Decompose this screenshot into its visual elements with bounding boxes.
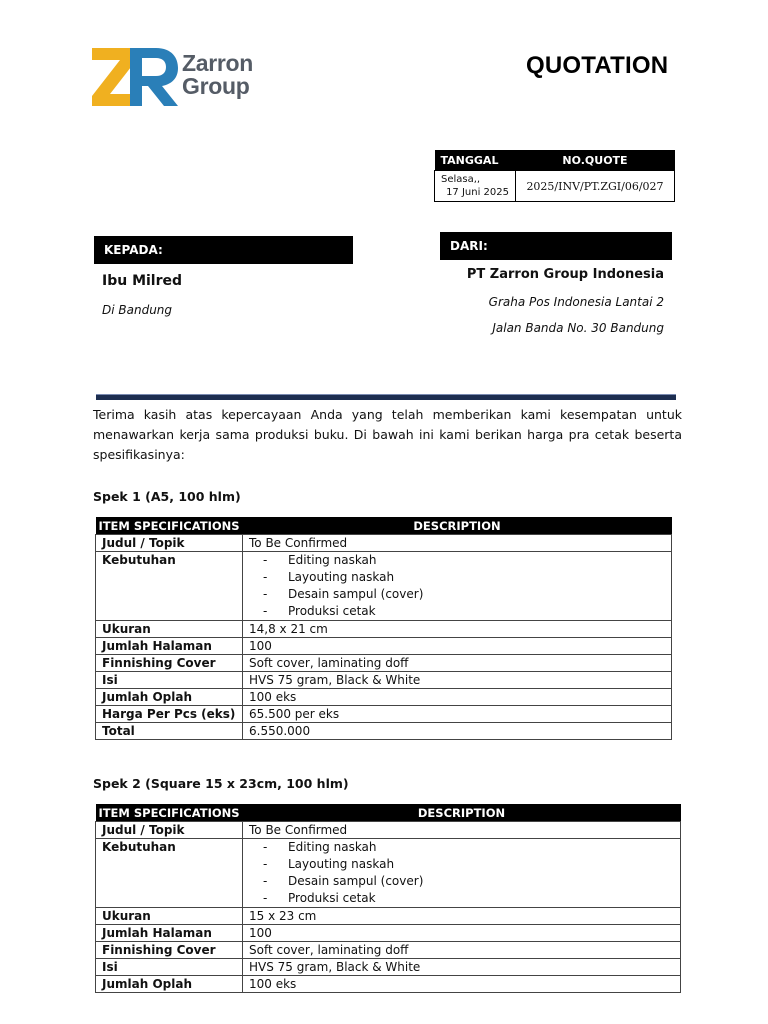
spec-row <box>96 822 681 839</box>
spec-value: To Be Confirmed <box>243 822 681 839</box>
requirement-text: Produksi cetak <box>288 604 376 618</box>
spec-label: Finnishing Cover <box>96 942 243 959</box>
requirement-item <box>263 569 665 586</box>
logo-wordmark <box>182 52 253 98</box>
bullet-dash: - <box>263 553 268 567</box>
spec-label: Isi <box>96 672 243 689</box>
requirement-text: Produksi cetak <box>288 891 376 905</box>
spec-row <box>96 706 672 723</box>
spec-row <box>96 655 672 672</box>
spec-label: Ukuran <box>96 621 243 638</box>
spec-value: Soft cover, laminating doff <box>243 655 672 672</box>
spec1-description-header: DESCRIPTION <box>243 517 672 535</box>
requirement-text: Editing naskah <box>288 553 377 567</box>
document-title: QUOTATION <box>526 52 669 79</box>
bullet-dash: - <box>263 570 268 584</box>
spec-label: Isi <box>96 959 243 976</box>
spec2-table <box>95 804 681 993</box>
spec-row <box>96 925 681 942</box>
intro-paragraph: Terima kasih atas kepercayaan Anda yang telah memberikan kami kesempatan untuk menawarkan kerja sama produksi buku. Di bawah ini kami berikan harga pra cetak beserta spesifikasinya: <box>93 407 682 462</box>
spec-label: Jumlah Oplah <box>96 976 243 993</box>
bullet-dash: - <box>263 874 268 888</box>
spec-label: Judul / Topik <box>96 535 243 552</box>
spec-value: 6.550.000 <box>243 723 672 740</box>
date-header: TANGGAL <box>435 150 516 171</box>
requirement-text: Layouting naskah <box>288 570 395 584</box>
spec-value: 65.500 per eks <box>243 706 672 723</box>
recipient-name: Ibu Milred <box>102 273 183 289</box>
spec-label: Jumlah Halaman <box>96 925 243 942</box>
logo-line1: Zarron <box>182 50 254 76</box>
spec-row <box>96 976 681 993</box>
spec-value: 15 x 23 cm <box>243 908 681 925</box>
quote-date-day: Selasa,, <box>441 174 481 185</box>
requirement-item <box>263 603 665 620</box>
quote-date <box>435 171 516 202</box>
sender-name: PT Zarron Group Indonesia <box>466 267 664 282</box>
spec-label: Judul / Topik <box>96 822 243 839</box>
quote-number-header: NO.QUOTE <box>516 150 675 171</box>
spec-row <box>96 672 672 689</box>
spec-label: Total <box>96 723 243 740</box>
spec-value: 100 eks <box>243 976 681 993</box>
requirement-item <box>263 873 674 890</box>
requirement-text: Desain sampul (cover) <box>288 587 424 601</box>
bullet-dash: - <box>263 604 268 618</box>
sender-label: DARI: <box>440 232 672 260</box>
spec-row <box>96 535 672 552</box>
spec-row <box>96 689 672 706</box>
spec-value: HVS 75 gram, Black & White <box>243 672 672 689</box>
bullet-dash: - <box>263 857 268 871</box>
requirement-item <box>263 552 665 569</box>
spec-label: Finnishing Cover <box>96 655 243 672</box>
spec-row <box>96 552 672 621</box>
spec1-item-header: ITEM SPECIFICATIONS <box>96 517 243 535</box>
spec1-title: Spek 1 (A5, 100 hlm) <box>93 489 241 504</box>
spec-row <box>96 959 681 976</box>
spec-value <box>243 839 681 908</box>
spec-value: 100 eks <box>243 689 672 706</box>
requirement-text: Layouting naskah <box>288 857 395 871</box>
quote-meta-table <box>434 150 675 202</box>
spec-label: Jumlah Halaman <box>96 638 243 655</box>
logo-line2: Group <box>182 73 250 99</box>
requirement-text: Desain sampul (cover) <box>288 874 424 888</box>
spec-label: Ukuran <box>96 908 243 925</box>
requirement-item <box>263 839 674 856</box>
bullet-dash: - <box>263 587 268 601</box>
requirements-list <box>249 552 665 620</box>
spec-label: Kebutuhan <box>96 839 243 908</box>
spec-row <box>96 908 681 925</box>
spec-row <box>96 839 681 908</box>
requirements-list <box>249 839 674 907</box>
spec-row <box>96 723 672 740</box>
sender-address-line2: Jalan Banda No. 30 Bandung <box>492 321 664 335</box>
section-divider <box>96 394 676 400</box>
spec2-title: Spek 2 (Square 15 x 23cm, 100 hlm) <box>93 776 349 791</box>
bullet-dash: - <box>263 840 268 854</box>
spec1-table <box>95 517 672 740</box>
spec-value: Soft cover, laminating doff <box>243 942 681 959</box>
spec-value: 100 <box>243 925 681 942</box>
spec-label: Jumlah Oplah <box>96 689 243 706</box>
sender-address-line1: Graha Pos Indonesia Lantai 2 <box>488 295 664 309</box>
spec-value: To Be Confirmed <box>243 535 672 552</box>
recipient-location: Di Bandung <box>102 303 173 317</box>
quote-number: 2025/INV/PT.ZGI/06/027 <box>516 171 675 202</box>
spec2-item-header: ITEM SPECIFICATIONS <box>96 804 243 822</box>
spec2-description-header: DESCRIPTION <box>243 804 681 822</box>
requirement-item <box>263 586 665 603</box>
requirement-item <box>263 890 674 907</box>
quote-date-full: 17 Juni 2025 <box>446 187 509 198</box>
spec-value <box>243 552 672 621</box>
spec-value: HVS 75 gram, Black & White <box>243 959 681 976</box>
bullet-dash: - <box>263 891 268 905</box>
spec-value: 100 <box>243 638 672 655</box>
requirement-item <box>263 856 674 873</box>
spec-label: Kebutuhan <box>96 552 243 621</box>
spec-row <box>96 942 681 959</box>
spec-row <box>96 621 672 638</box>
recipient-label: KEPADA: <box>94 236 353 264</box>
spec-label: Harga Per Pcs (eks) <box>96 706 243 723</box>
requirement-text: Editing naskah <box>288 840 377 854</box>
spec-value: 14,8 x 21 cm <box>243 621 672 638</box>
spec-row <box>96 638 672 655</box>
